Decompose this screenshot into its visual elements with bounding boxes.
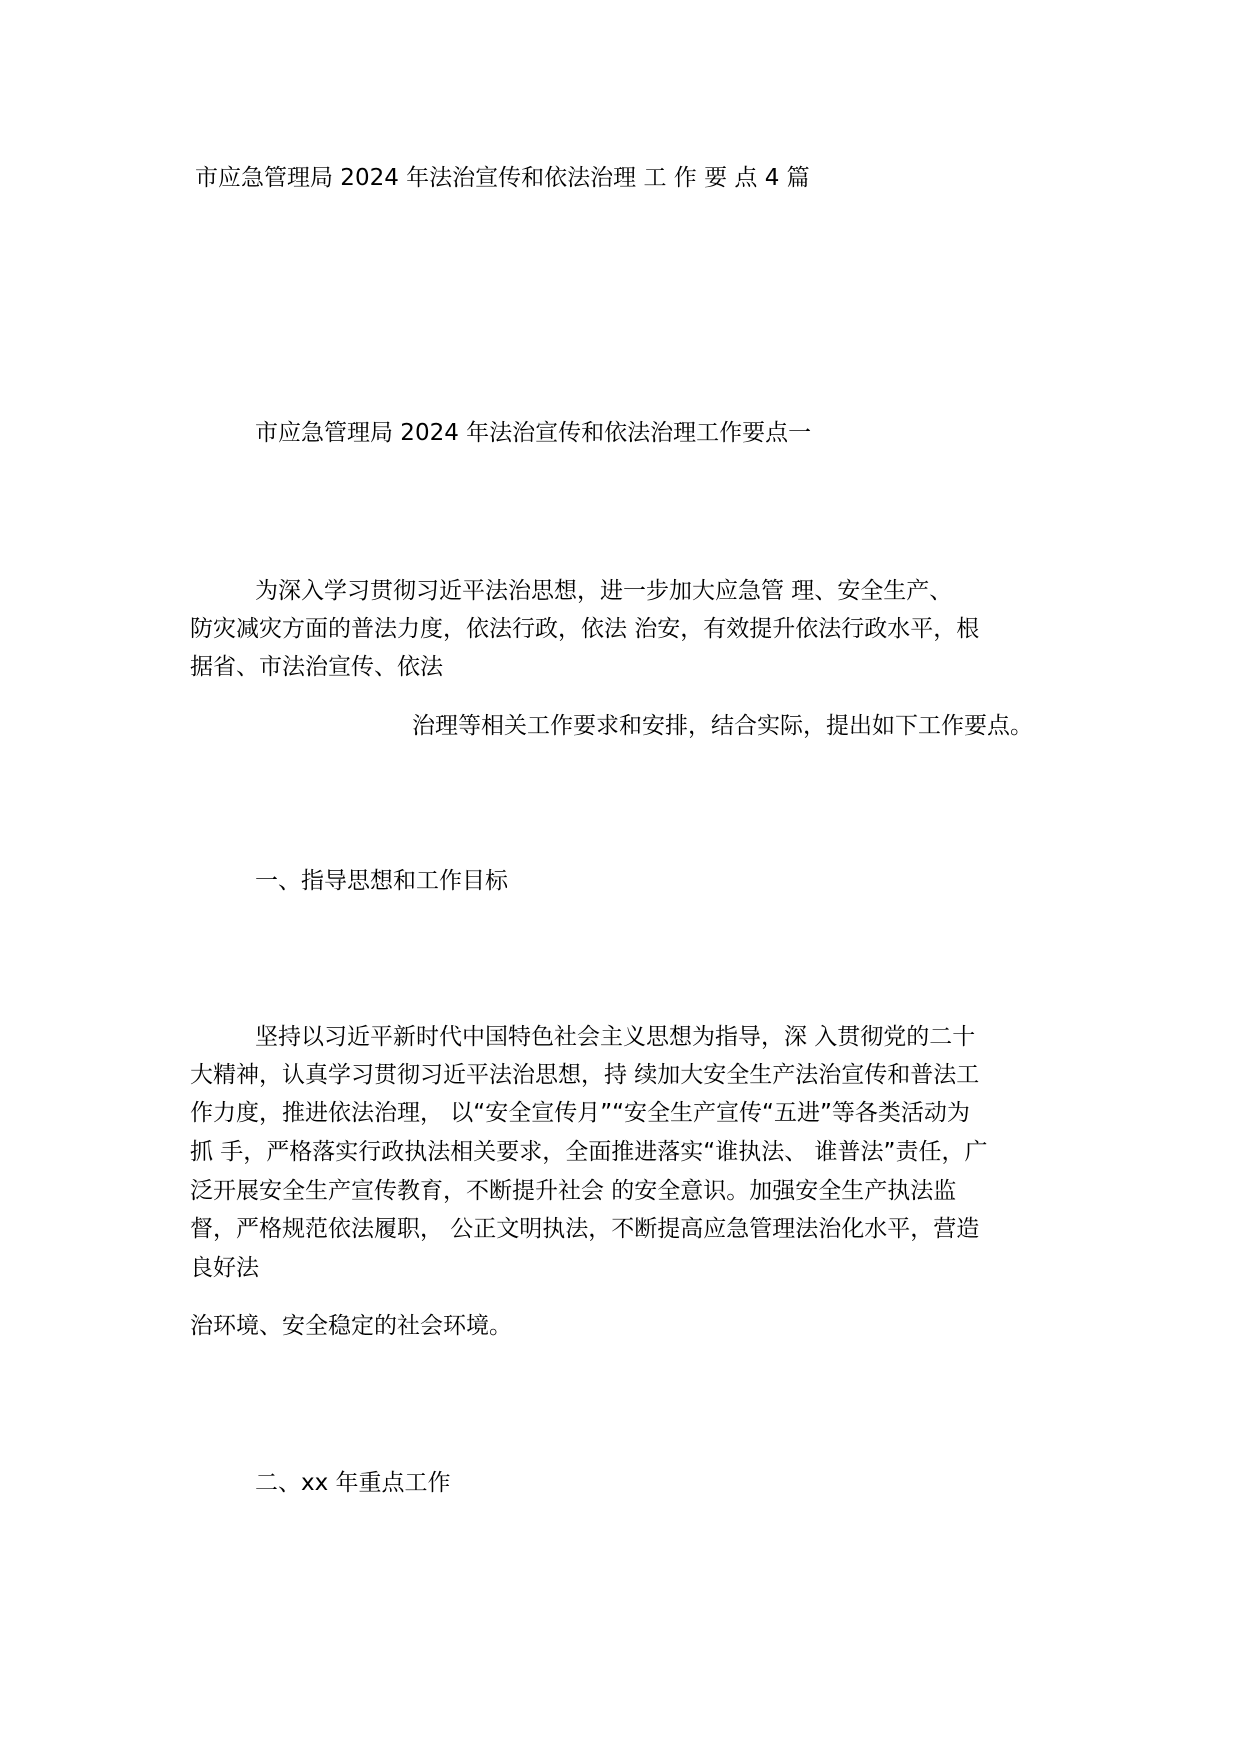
section1-line-1: 坚持以习近平新时代中国特色社会主义思想为指导，深 入贯彻党的二十 [255,1024,976,1050]
section1-line-8: 治环境、安全稳定的社会环境。 [190,1313,512,1339]
intro-line-3: 据省、市法治宣传、依法 [190,654,443,680]
intro-line-4: 治理等相关工作要求和安排，结合实际，提出如下工作要点。 [412,713,1033,739]
intro-line-1: 为深入学习贯彻习近平法治思想，进一步加大应急管 理、安全生产、 [255,578,953,604]
section1-line-4: 抓 手，严格落实行政执法相关要求，全面推进落实“谁执法、 谁普法”责任，广 [190,1139,988,1165]
section1-line-5: 泛开展安全生产宣传教育，不断提升社会 的安全意识。加强安全生产执法监 [190,1178,957,1204]
section1-line-2: 大精神，认真学习贯彻习近平法治思想，持 续加大安全生产法治宣传和普法工 [190,1062,980,1088]
section-heading-guiding-ideology: 一、指导思想和工作目标 [255,868,508,894]
section1-line-6: 督，严格规范依法履职， 公正文明执法，不断提高应急管理法治化水平，营造 [190,1216,980,1242]
section-heading-key-work: 二、xx 年重点工作 [255,1470,451,1496]
document-subtitle: 市应急管理局 2024 年法治宣传和依法治理工作要点一 [255,420,812,446]
document-title: 市应急管理局 2024 年法治宣传和依法治理 工 作 要 点 4 篇 [195,165,810,191]
intro-line-2: 防灾减灾方面的普法力度，依法行政，依法 治安，有效提升依法行政水平，根 [190,616,980,642]
section1-line-7: 良好法 [190,1255,259,1281]
section1-line-3: 作力度，推进依法治理， 以“安全宣传月”“安全生产宣传“五进”等各类活动为 [190,1100,970,1126]
